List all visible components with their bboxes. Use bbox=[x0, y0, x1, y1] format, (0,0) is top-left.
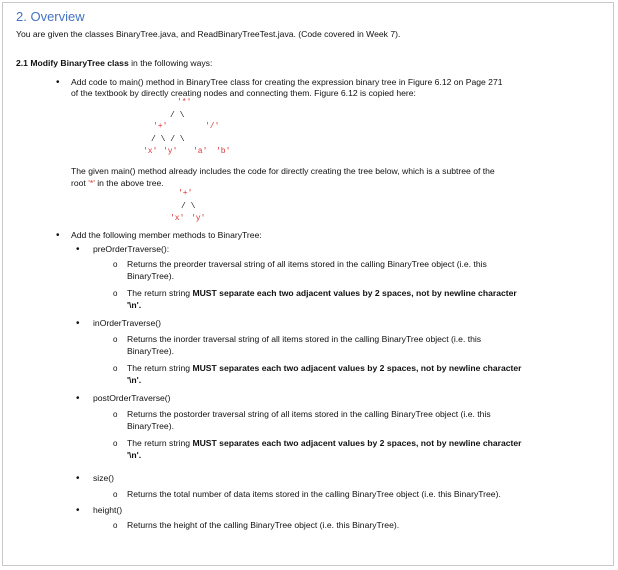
bullet-disc-icon: • bbox=[56, 77, 60, 88]
size-desc: Returns the total number of data items stored in the calling BinaryTree object (i.e. this BinaryTree). bbox=[127, 489, 501, 499]
bullet-circle-icon: o bbox=[113, 521, 118, 530]
subsection-rest: in the following ways: bbox=[128, 58, 213, 68]
bullet-disc-icon: • bbox=[76, 505, 80, 516]
method-desc-line2: BinaryTree). bbox=[127, 271, 174, 281]
requirement-newline-char: '\n'. bbox=[127, 375, 142, 385]
subsection-title: Modify BinaryTree class bbox=[30, 58, 129, 68]
bullet-disc-icon: • bbox=[76, 318, 80, 329]
subtree-para-post: in the above tree. bbox=[94, 178, 164, 188]
bullet-circle-icon: o bbox=[113, 260, 118, 269]
bullet-circle-icon: o bbox=[113, 439, 118, 448]
bullet-disc-icon: • bbox=[76, 244, 80, 255]
bullet-disc-icon: • bbox=[76, 473, 80, 484]
tree1-leaf-y: 'y' bbox=[163, 147, 178, 156]
tree2-edges: / \ bbox=[181, 202, 196, 211]
subsection-number: 2.1 bbox=[16, 58, 28, 68]
tree2-leaf-x: 'x' bbox=[170, 214, 185, 223]
bullet-circle-icon: o bbox=[113, 289, 118, 298]
bullet-disc-icon: • bbox=[76, 393, 80, 404]
subtree-para-line1: The given main() method already includes the code for directly creating the tree below, which is a subtree of the bbox=[71, 166, 495, 176]
height-desc: Returns the height of the calling BinaryTree object (i.e. this BinaryTree). bbox=[127, 520, 400, 530]
requirement-newline-char: '\n'. bbox=[127, 300, 142, 310]
requirement-bold: MUST separates each two adjacent values by 2 spaces, not by newline character bbox=[192, 438, 522, 448]
method-name: preOrderTraverse(): bbox=[93, 244, 170, 254]
bullet1-line1: Add code to main() method in BinaryTree class for creating the expression binary tree in Figure 6.12 on Page 271 bbox=[71, 77, 503, 87]
method-name: postOrderTraverse() bbox=[93, 393, 171, 403]
method-requirement bbox=[127, 438, 522, 449]
requirement-newline-char: '\n'. bbox=[127, 450, 142, 460]
tree1-leaf-a: 'a' bbox=[193, 147, 208, 156]
requirement-bold: MUST separate each two adjacent values by 2 spaces, not by newline character bbox=[192, 288, 517, 298]
subsection-heading bbox=[16, 58, 212, 69]
bullet-disc-icon: • bbox=[56, 230, 60, 241]
bullet1-line2: of the textbook by directly creating nodes and connecting them. Figure 6.12 is copied here: bbox=[71, 88, 416, 98]
requirement-prefix: The return string bbox=[127, 363, 193, 373]
method-desc-line1: Returns the inorder traversal string of all items stored in the calling BinaryTree object (i.e. this bbox=[127, 334, 482, 344]
method-requirement bbox=[127, 363, 522, 374]
method-requirement bbox=[127, 288, 517, 299]
tree1-level1-edges: / \ bbox=[170, 111, 185, 120]
subtree-para-marker: '*' bbox=[88, 178, 95, 188]
tree1-root-node: '*' bbox=[177, 98, 192, 107]
tree2-root-node: '+' bbox=[178, 189, 193, 198]
method-name: inOrderTraverse() bbox=[93, 318, 161, 328]
subtree-para-root: root bbox=[71, 178, 89, 188]
bullet-circle-icon: o bbox=[113, 410, 118, 419]
requirement-bold: MUST separates each two adjacent values by 2 spaces, not by newline character bbox=[192, 363, 522, 373]
method-desc-line1: Returns the preorder traversal string of all items stored in the calling BinaryTree object (i.e. this bbox=[127, 259, 487, 269]
method-desc-line2: BinaryTree). bbox=[127, 346, 174, 356]
subtree-para-line2 bbox=[71, 178, 164, 189]
tree1-leaf-b: 'b' bbox=[216, 147, 231, 156]
tree1-leaf-x: 'x' bbox=[143, 147, 158, 156]
section-title: 2. Overview bbox=[16, 9, 85, 24]
tree2-leaf-y: 'y' bbox=[191, 214, 206, 223]
bullet-circle-icon: o bbox=[113, 490, 118, 499]
bullet-circle-icon: o bbox=[113, 335, 118, 344]
method-desc-line1: Returns the postorder traversal string of all items stored in the calling BinaryTree object (i.e. this bbox=[127, 409, 491, 419]
tree1-left-node: '+' bbox=[153, 122, 168, 131]
bullet-circle-icon: o bbox=[113, 364, 118, 373]
method-name-size: size() bbox=[93, 473, 115, 483]
bullet2-text: Add the following member methods to BinaryTree: bbox=[71, 230, 262, 240]
tree1-right-node: '/' bbox=[205, 122, 220, 131]
method-name-height: height() bbox=[93, 505, 123, 515]
requirement-prefix: The return string bbox=[127, 438, 193, 448]
requirement-prefix: The return string bbox=[127, 288, 193, 298]
intro-text: You are given the classes BinaryTree.java, and ReadBinaryTreeTest.java. (Code covered in Week 7). bbox=[16, 29, 401, 39]
tree1-level2-edges: / \ / \ bbox=[151, 135, 185, 144]
method-desc-line2: BinaryTree). bbox=[127, 421, 174, 431]
